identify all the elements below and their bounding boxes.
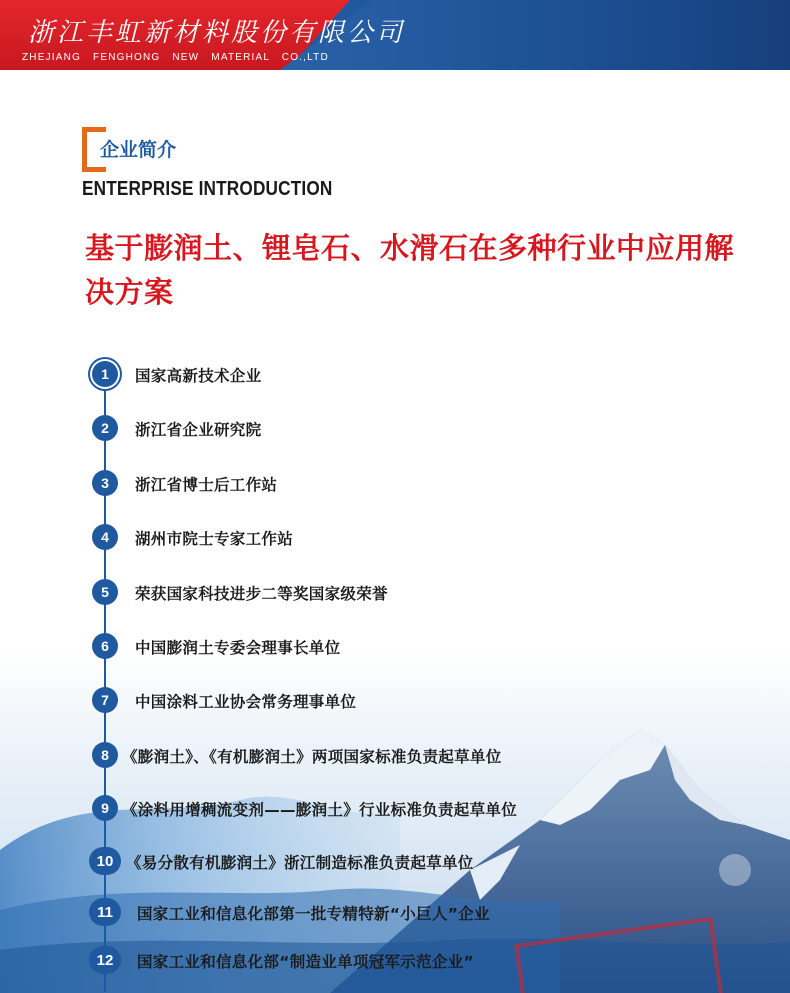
- honor-item-3: [0, 466, 700, 506]
- honor-number-badge: 10: [89, 847, 121, 875]
- honor-item-9: [0, 791, 700, 831]
- honor-text: 《涂料用增稠流变剂——膨润土》行业标准负责起草单位: [122, 801, 518, 819]
- honor-text: 湖州市院士专家工作站: [135, 530, 294, 548]
- honor-number-badge: 4: [92, 524, 118, 550]
- honor-text: 《易分散有机膨润土》浙江制造标准负责起草单位: [126, 854, 474, 872]
- honor-text: 国家高新技术企业: [135, 367, 262, 385]
- honor-item-7: [0, 683, 700, 723]
- honor-text: 《膨润土》、《有机膨润土》两项国家标准负责起草单位: [122, 748, 502, 766]
- honor-number-badge: 7: [92, 687, 118, 713]
- honor-number-badge: 3: [92, 470, 118, 496]
- honor-text: 浙江省企业研究院: [135, 421, 262, 439]
- section-title-en: ENTERPRISE INTRODUCTION: [82, 178, 333, 200]
- honor-item-1: [0, 357, 700, 397]
- honor-number-badge: 5: [92, 579, 118, 605]
- honor-text: 浙江省博士后工作站: [135, 476, 278, 494]
- section-title-cn: 企业简介: [100, 139, 177, 161]
- honor-item-11: [0, 895, 700, 935]
- honor-item-4: [0, 520, 700, 560]
- headline: 基于膨润土、锂皂石、水滑石在多种行业中应用解决方案: [85, 231, 735, 309]
- company-name-cn: 浙江丰虹新材料股份有限公司: [28, 18, 406, 48]
- honor-text: 国家工业和信息化部“制造业单项冠军示范企业”: [137, 953, 474, 971]
- honor-number-badge: 8: [92, 742, 118, 768]
- honor-text: 荣获国家科技进步二等奖国家级荣誉: [135, 585, 388, 603]
- header-banner: [0, 0, 790, 70]
- honor-number-badge: 2: [92, 415, 118, 441]
- honor-item-10: [0, 844, 700, 884]
- honor-item-5: [0, 575, 700, 615]
- honor-text: 中国涂料工业协会常务理事单位: [135, 693, 357, 711]
- honor-number-badge: 6: [92, 633, 118, 659]
- honor-number-badge: 9: [92, 795, 118, 821]
- honor-text: 国家工业和信息化部第一批专精特新“小巨人”企业: [137, 905, 490, 923]
- honor-number-badge: 1: [92, 361, 118, 387]
- honor-item-2: [0, 411, 700, 451]
- honor-number-badge: 12: [89, 946, 121, 974]
- honor-number-badge: 11: [89, 898, 121, 926]
- honor-item-6: [0, 629, 700, 669]
- honor-item-8: [0, 738, 700, 778]
- honor-text: 中国膨润土专委会理事长单位: [135, 639, 341, 657]
- company-name-en: ZHEJIANG FENGHONG NEW MATERIAL CO.,LTD: [22, 52, 329, 63]
